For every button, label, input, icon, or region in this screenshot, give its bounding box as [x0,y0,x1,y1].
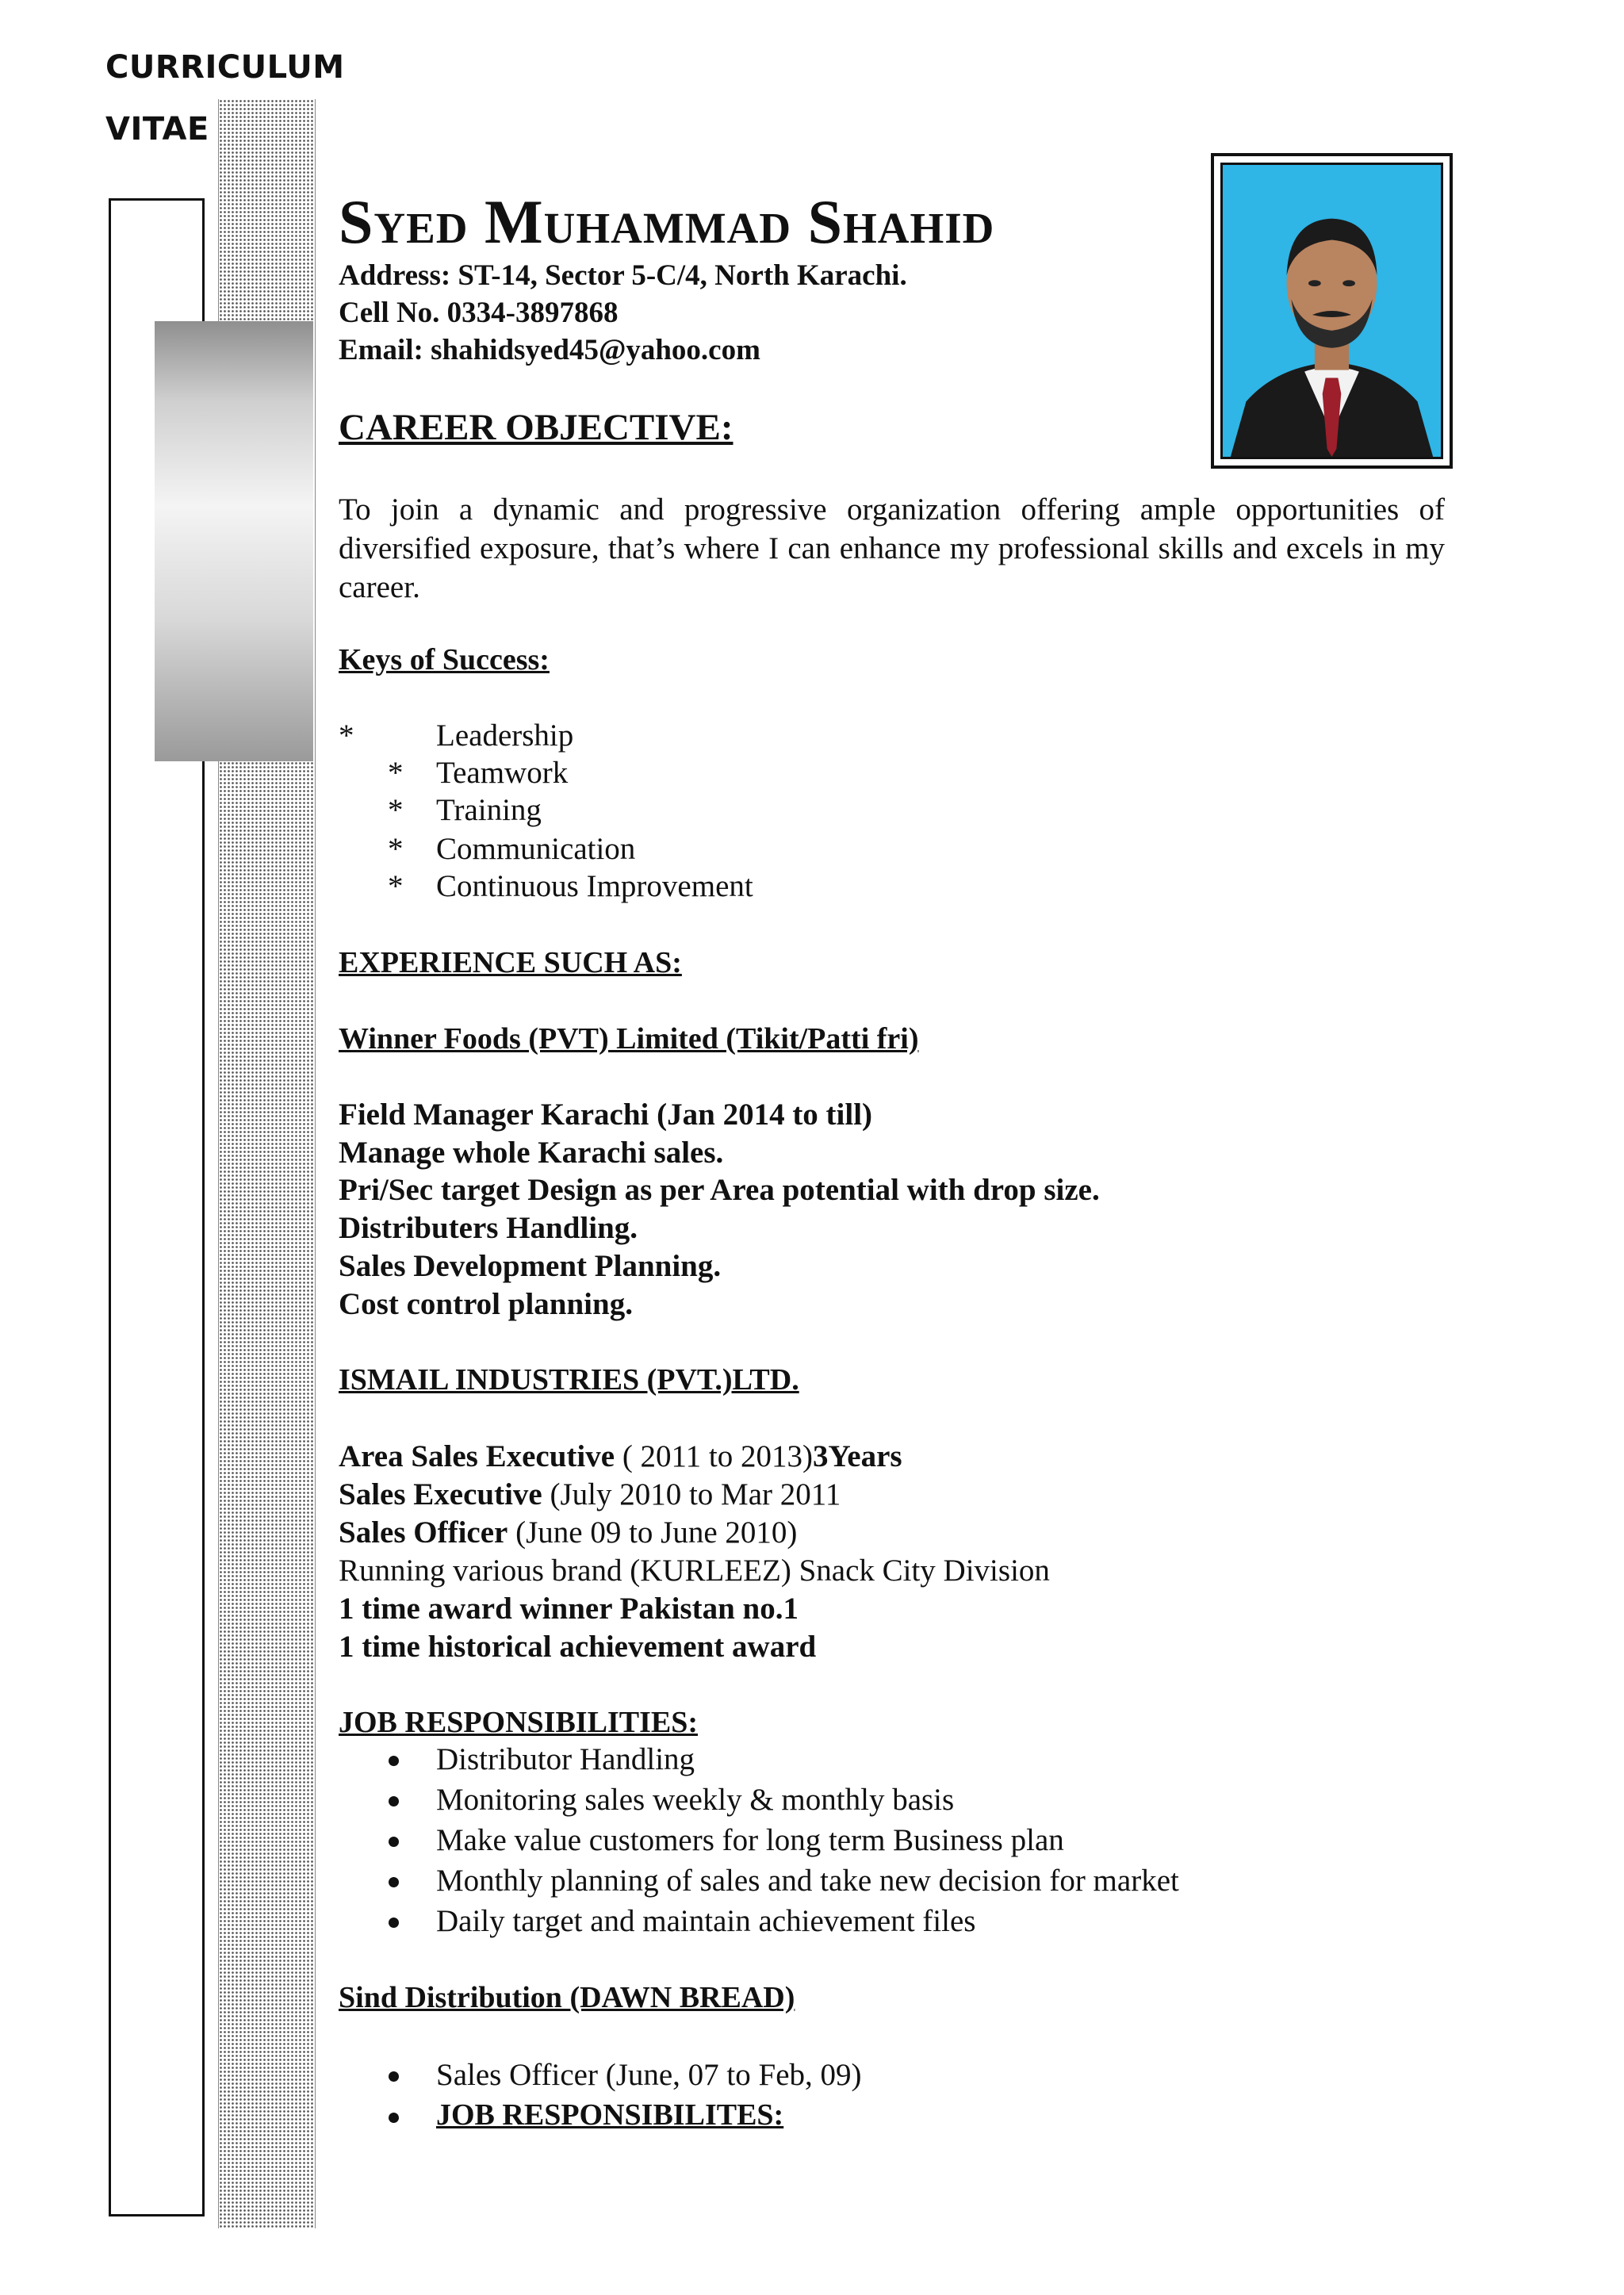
career-objective-text: To join a dynamic and progressive organization offering ample opportunities of diversified exposure, that’s where I can enhance my professional skills and excels in my career. [339,492,1445,604]
list-marker: * [339,718,354,753]
bullet-icon [389,1756,399,1766]
role-duration: 3Years [812,1439,902,1473]
experience-heading: EXPERIENCE SUCH AS: [339,946,682,979]
email-line: Email: shahidsyed45@yahoo.com [339,334,760,366]
role-dates: (July 2010 to Mar 2011 [542,1477,841,1511]
cell-line: Cell No. 0334-3897868 [339,297,619,329]
keys-of-success-heading: Keys of Success: [339,643,550,676]
experience-line: Cost control planning. [339,1287,633,1321]
role-sales-executive [339,1477,841,1512]
list-item: Monitoring sales weekly & monthly basis [436,1783,955,1817]
address-line: Address: ST-14, Sector 5-C/4, North Karachi. [339,259,907,292]
experience-line: Manage whole Karachi sales. [339,1136,724,1170]
list-marker: * [388,756,404,790]
profile-photo [1220,163,1443,459]
bullet-icon [389,1796,399,1806]
cv-title-line2: VITAE [105,111,209,148]
list-marker: * [388,869,404,903]
cv-title-line1: CURRICULUM [105,49,345,86]
career-objective-heading: CAREER OBJECTIVE: [339,407,733,448]
award-line: 1 time historical achievement award [339,1630,817,1664]
job-responsibilities-subheading: JOB RESPONSIBILITES: [436,2098,784,2132]
role-title: Area Sales Executive [339,1439,615,1473]
list-item: Daily target and maintain achievement files [436,1904,976,1938]
bullet-icon [389,2113,399,2123]
role-area-sales-executive [339,1439,902,1474]
bullet-icon [389,1837,399,1847]
list-marker: * [388,832,404,866]
role-dates: (June 09 to June 2010) [508,1515,798,1550]
list-item: Make value customers for long term Business plan [436,1823,1064,1857]
company-ismail-industries: ISMAIL INDUSTRIES (PVT.)LTD. [339,1363,799,1397]
gradient-panel [155,321,313,761]
role-dates: ( 2011 to 2013) [615,1439,813,1473]
list-marker: * [388,793,404,827]
experience-line: Field Manager Karachi (Jan 2014 to till) [339,1098,873,1132]
list-item: Communication [436,832,636,866]
bullet-icon [389,1877,399,1887]
company-winner-foods: Winner Foods (PVT) Limited (Tikit/Patti fri) [339,1022,919,1056]
list-item: Continuous Improvement [436,869,753,903]
list-item: Sales Officer (June, 07 to Feb, 09) [436,2058,862,2092]
candidate-name: Syed Muhammad Shahid [339,187,995,256]
experience-line: Running various brand (KURLEEZ) Snack City Division [339,1554,1050,1588]
role-title: Sales Officer [339,1515,508,1550]
list-item: Teamwork [436,756,569,790]
list-item: Distributor Handling [436,1742,695,1776]
experience-line: Distributers Handling. [339,1211,638,1245]
profile-photo-frame [1211,153,1453,469]
experience-line: Sales Development Planning. [339,1249,722,1283]
bullet-icon [389,1918,399,1928]
role-title: Sales Executive [339,1477,542,1511]
list-item: Training [436,793,542,827]
experience-line: Pri/Sec target Design as per Area potential with drop size. [339,1173,1100,1207]
list-item: Leadership [436,718,574,753]
list-item: Monthly planning of sales and take new decision for market [436,1864,1179,1898]
company-sind-distribution: Sind Distribution (DAWN BREAD) [339,1981,795,2014]
role-sales-officer [339,1515,797,1550]
bullet-icon [389,2071,399,2082]
portrait-illustration [1223,165,1441,457]
award-line: 1 time award winner Pakistan no.1 [339,1592,799,1626]
job-responsibilities-heading: JOB RESPONSIBILITIES: [339,1706,698,1739]
